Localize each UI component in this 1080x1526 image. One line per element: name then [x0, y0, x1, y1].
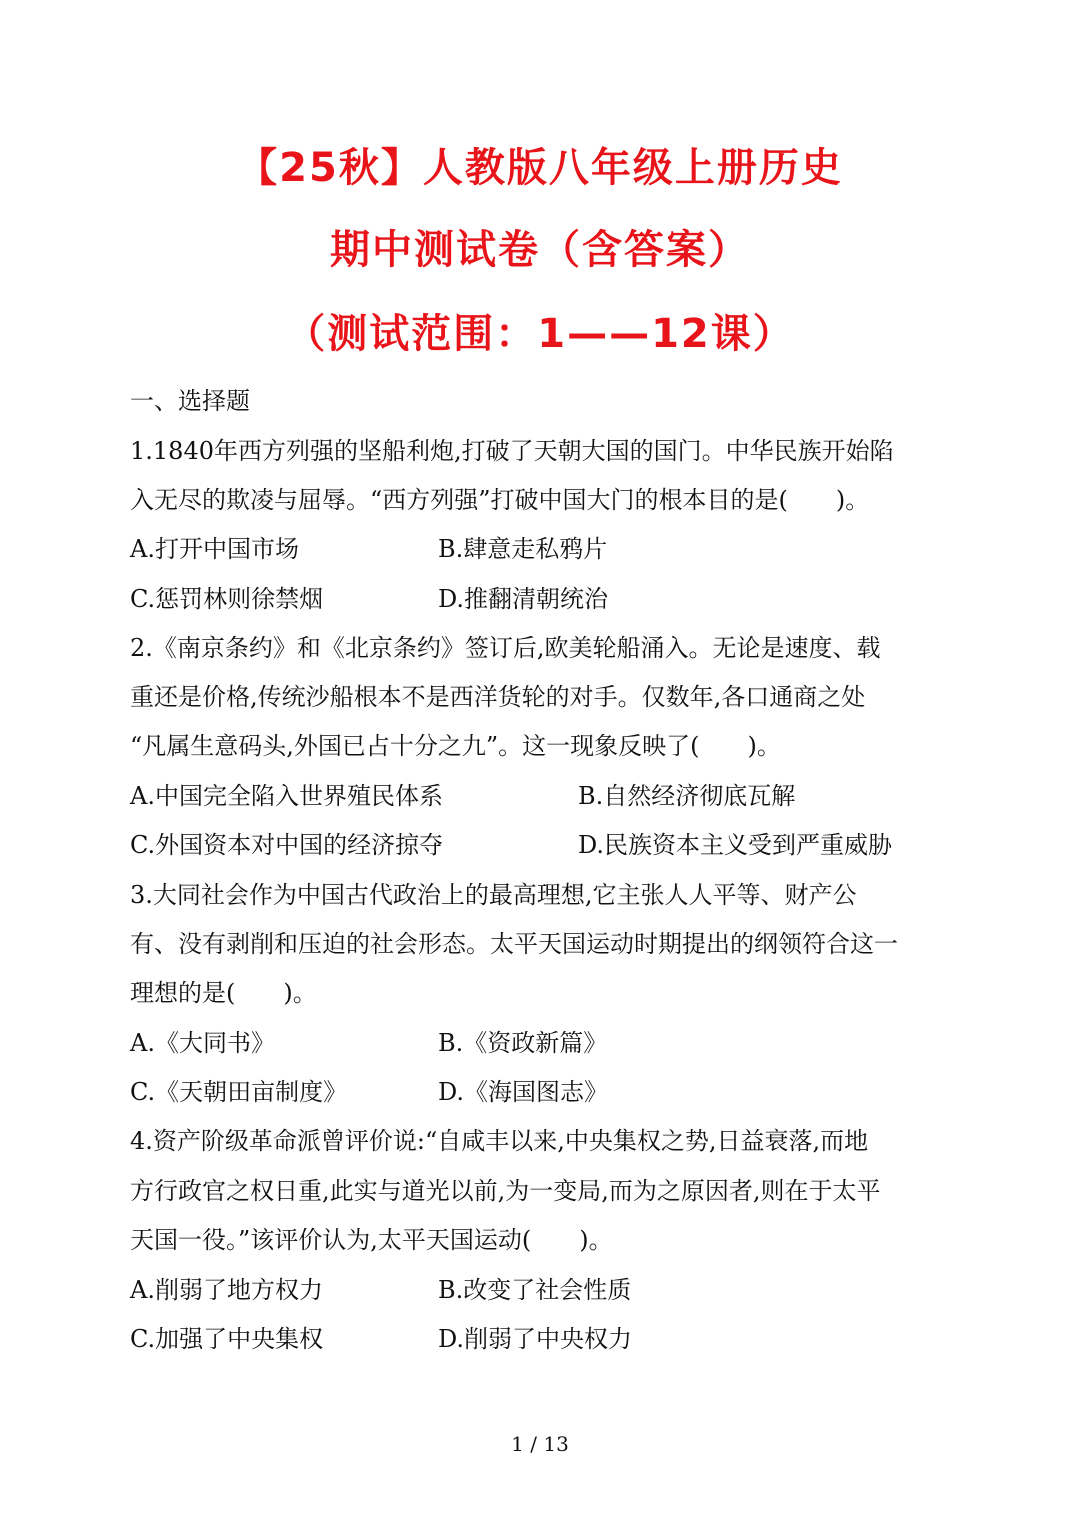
option-b: B.《资政新篇》 [438, 1029, 608, 1057]
question-text-line: 2.《南京条约》和《北京条约》签订后,欧美轮船涌入。无论是速度、载 [130, 634, 881, 662]
question-text-line: 天国一役。”该评价认为,太平天国运动( )。 [130, 1226, 613, 1254]
option-c: C.加强了中央集权 [130, 1325, 324, 1353]
question-text-line: 1.1840年西方列强的坚船利炮,打破了天朝大国的国门。中华民族开始陷 [130, 437, 894, 465]
title-line-2: 期中测试卷（含答案） [330, 227, 750, 273]
question-text-line: “凡属生意码头,外国已占十分之九”。这一现象反映了( )。 [130, 732, 781, 760]
question-text-line: 有、没有剥削和压迫的社会形态。太平天国运动时期提出的纲领符合这一 [130, 930, 898, 958]
option-d: D.削弱了中央权力 [438, 1325, 633, 1353]
page-indicator: 1 / 13 [511, 1432, 569, 1456]
question-text-line: 方行政官之权日重,此实与道光以前,为一变局,而为之原因者,则在于太平 [130, 1177, 881, 1205]
title-line-1: 【25秋】人教版八年级上册历史 [237, 145, 843, 191]
option-d: D.推翻清朝统治 [438, 585, 609, 613]
title-line-3: （测试范围：1——12课） [285, 311, 795, 357]
question-text-line: 重还是价格,传统沙船根本不是西洋货轮的对手。仅数年,各口通商之处 [130, 683, 866, 711]
option-a: A.削弱了地方权力 [130, 1276, 323, 1304]
question-text-line: 4.资产阶级革命派曾评价说:“自咸丰以来,中央集权之势,日益衰落,而地 [130, 1127, 869, 1155]
section-heading: 一、选择题 [130, 387, 250, 415]
question-text-line: 入无尽的欺凌与屈辱。“西方列强”打破中国大门的根本目的是( )。 [130, 486, 870, 514]
option-b: B.自然经济彻底瓦解 [578, 782, 796, 810]
option-b: B.改变了社会性质 [438, 1276, 632, 1304]
option-a: A.打开中国市场 [130, 535, 299, 563]
option-c: C.外国资本对中国的经济掠夺 [130, 831, 444, 859]
option-a: A.《大同书》 [130, 1029, 275, 1057]
question-text-line: 3.大同社会作为中国古代政治上的最高理想,它主张人人平等、财产公 [130, 881, 857, 909]
option-b: B.肆意走私鸦片 [438, 535, 608, 563]
option-a: A.中国完全陷入世界殖民体系 [130, 782, 443, 810]
option-c: C.惩罚林则徐禁烟 [130, 585, 324, 613]
option-c: C.《天朝田亩制度》 [130, 1078, 348, 1106]
option-d: D.民族资本主义受到严重威胁 [578, 831, 893, 859]
option-d: D.《海国图志》 [438, 1078, 609, 1106]
question-text-line: 理想的是( )。 [130, 979, 317, 1007]
